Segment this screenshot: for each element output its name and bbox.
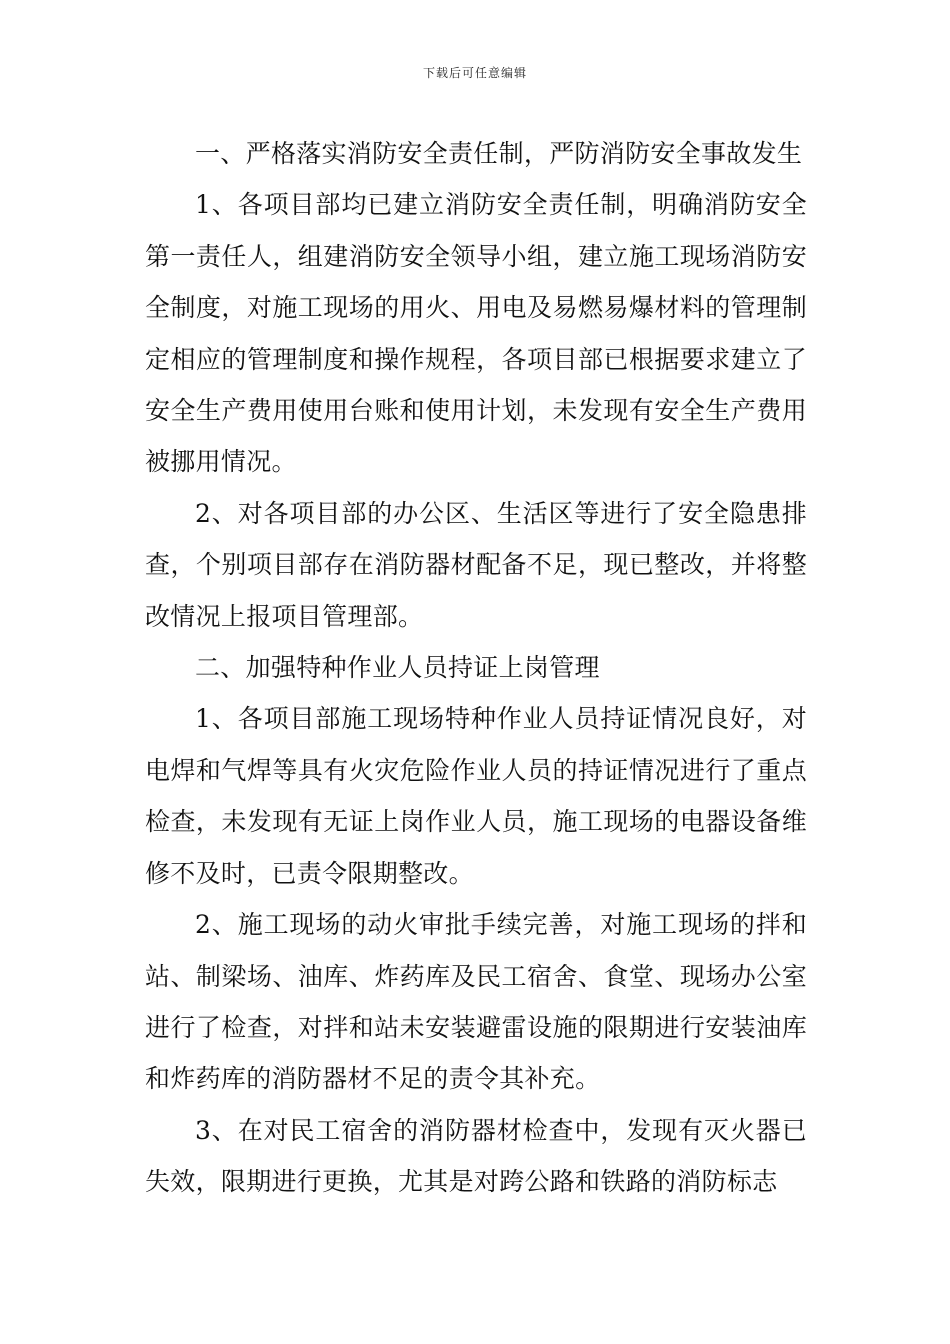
document-body bbox=[145, 128, 807, 1208]
section-heading-1: 一、严格落实消防安全责任制，严防消防安全事故发生 bbox=[195, 139, 803, 168]
paragraph: 1、各项目部均已建立消防安全责任制，明确消防安全第一责任人，组建消防安全领导小组，建立施工现场消防安全制度，对施工现场的用火、用电及易燃易爆材料的管理制定相应的管理制度和操作规程，各项目部已根据要求建立了安全生产费用使用台账和使用计划，未发现有安全生产费用被挪用情况。 bbox=[145, 190, 807, 477]
paragraph: 3、在对民工宿舍的消防器材检查中，发现有灭火器已失效，限期进行更换，尤其是对跨公路和铁路的消防标志 bbox=[145, 1115, 807, 1197]
section-heading-2: 二、加强特种作业人员持证上岗管理 bbox=[195, 653, 600, 683]
paragraph: 1、各项目部施工现场特种作业人员持证情况良好，对电焊和气焊等具有火灾危险作业人员的持证情况进行了重点检查，未发现有无证上岗作业人员，施工现场的电器设备维修不及时，已责令限期整改。 bbox=[145, 704, 807, 888]
paragraph: 2、对各项目部的办公区、生活区等进行了安全隐患排查，个别项目部存在消防器材配备不足，现已整改，并将整改情况上报项目管理部。 bbox=[145, 498, 807, 631]
page-header: 下载后可任意编辑 bbox=[422, 66, 527, 80]
paragraph: 2、施工现场的动火审批手续完善，对施工现场的拌和站、制梁场、油库、炸药库及民工宿舍、食堂、现场办公室进行了检查，对拌和站未安装避雷设施的限期进行安装油库和炸药库的消防器材不足的责令其补充。 bbox=[145, 910, 807, 1094]
